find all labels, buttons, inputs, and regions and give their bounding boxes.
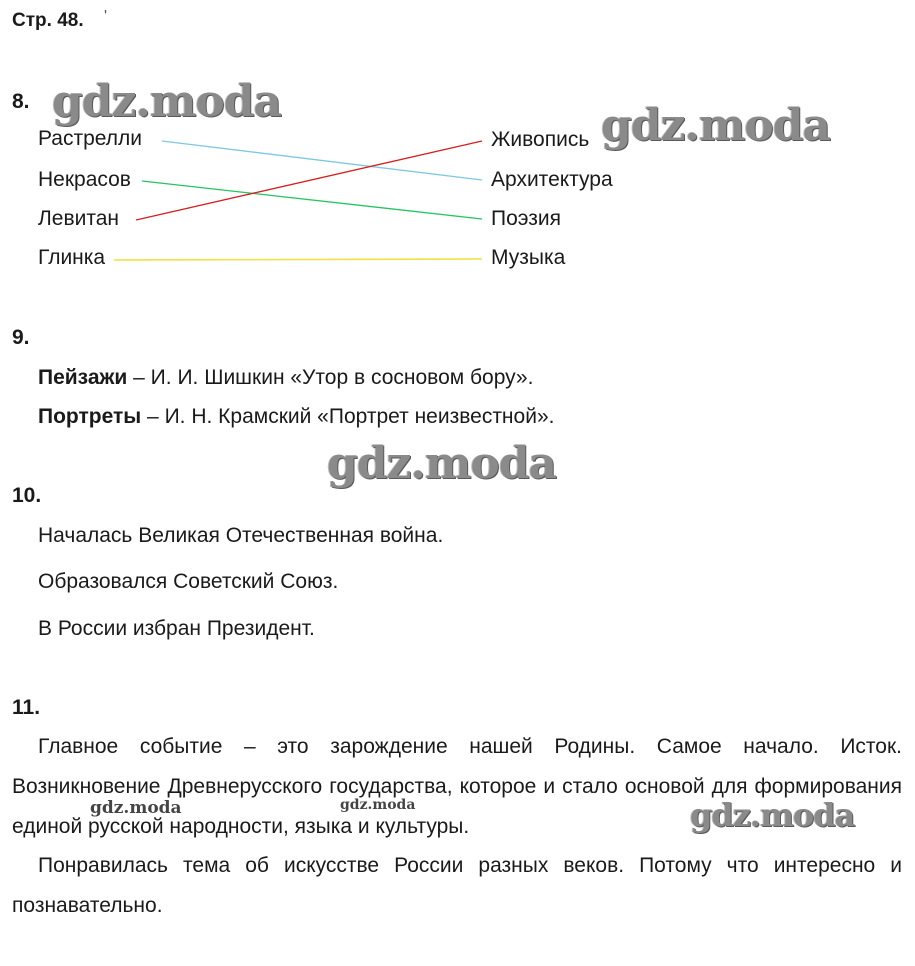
watermark-3: gdz.moda	[327, 438, 557, 489]
connection-line-levitan-painting	[136, 141, 482, 220]
task9-text-landscapes: – И. И. Шишкин «Утор в сосновом бору».	[127, 366, 534, 389]
task9-line-portraits	[38, 405, 554, 429]
task11-paragraph-1: Главное событие – это зарождение нашей Родины. Самое начало. Исток. Возникновение Древнерусского государства, которое и стало основой для формирования единой русской народности, языка и культуры.	[12, 735, 902, 838]
task11-number: 11.	[12, 696, 41, 719]
task9-label-portraits: Портреты	[38, 405, 142, 428]
task8-number: 8.	[12, 90, 30, 113]
watermark-5: gdz.moda	[340, 797, 416, 813]
task9-text-portraits: – И. Н. Крамский «Портрет неизвестной».	[141, 405, 555, 428]
task10-line-2: Образовался Советский Союз.	[38, 570, 339, 593]
task10-line-3: В России избран Президент.	[38, 617, 315, 640]
task11-paragraph-2: Понравилась тема об искусстве России разных веков. Потому что интересно и познавательно.	[12, 854, 902, 917]
page-header: Стр. 48.	[12, 10, 84, 31]
task10-line-1: Началась Великая Отечественная война.	[38, 524, 444, 547]
watermark-1: gdz.moda	[52, 76, 282, 127]
left-item-nekrasov: Некрасов	[38, 168, 131, 191]
connection-line-nekrasov-poetry	[142, 181, 482, 219]
right-item-painting: Живопись	[491, 128, 590, 151]
task9-line-landscapes	[38, 366, 533, 390]
header-mark: '	[104, 8, 108, 25]
left-item-levitan: Левитан	[38, 207, 120, 230]
left-item-glinka: Глинка	[38, 246, 106, 269]
connection-line-rastrelli-architecture	[162, 141, 482, 180]
watermark-6: gdz.moda	[690, 796, 855, 834]
watermark-2: gdz.moda	[601, 100, 831, 151]
right-item-architecture: Архитектура	[491, 168, 613, 191]
right-item-poetry: Поэзия	[491, 207, 561, 230]
task9-label-landscapes: Пейзажи	[38, 366, 128, 389]
watermark-4: gdz.moda	[90, 798, 182, 818]
right-item-music: Музыка	[491, 246, 566, 269]
connection-line-glinka-music	[114, 259, 482, 260]
left-item-rastrelli: Растрелли	[38, 127, 143, 150]
task9-number: 9.	[12, 326, 30, 349]
task10-number: 10.	[12, 484, 42, 507]
